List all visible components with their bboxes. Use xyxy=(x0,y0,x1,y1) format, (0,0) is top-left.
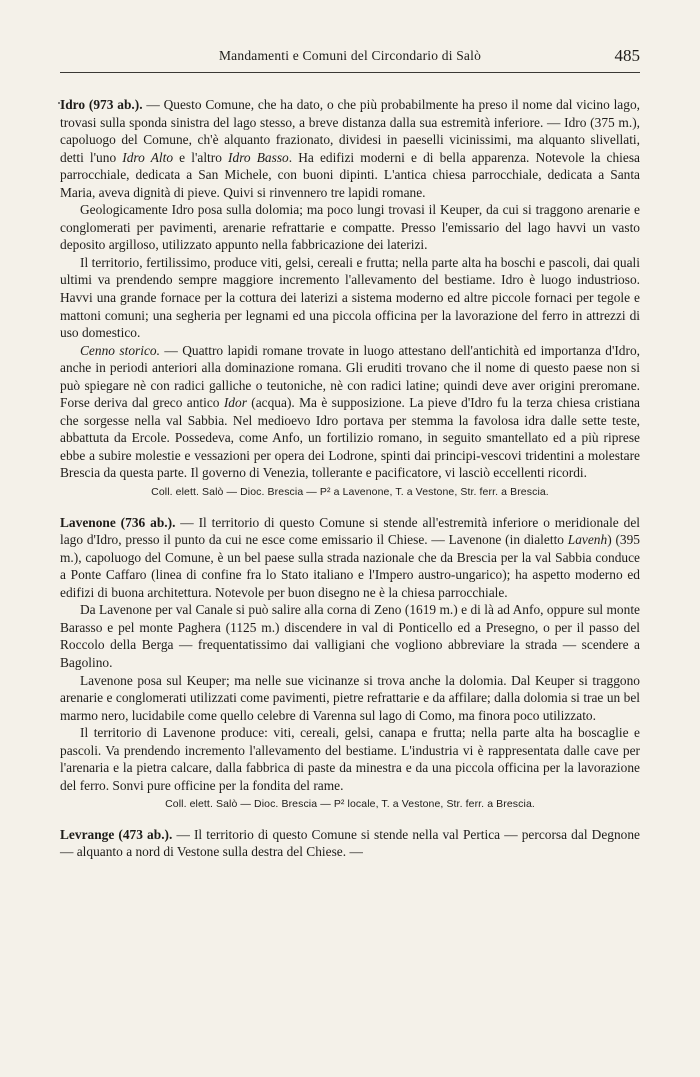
entry-headword: Levrange (473 ab.). xyxy=(60,826,173,842)
page-body xyxy=(60,96,640,873)
entry-idro xyxy=(60,96,640,502)
entry-headword: Idro (973 ab.). xyxy=(60,97,143,112)
paragraph: Cenno storico. — Quattro lapidi romane trovate in luogo attestano dell'antichità ed importanza d'Idro, anche in periodi anteriori alla dominazione romana. Gli eruditi trovano che il nome di questo paese non si può spiegare nè con radici galliche o teutoniche, nè con radici latine; quindi deve aver origini preromane. Forse deriva dal greco antico Idor (acqua). Ma è supposizione. La pieve d'Idro fu la terza chiesa cristiana che sorgesse nella val Sabbia. Nel medioevo Idro portava per stemma la favolosa idra dalle sette teste, abbattuta da Ercole. Possedeva, come Anfo, un fortilizio romano, in seguito smantellato ed a più riprese ebbe a subire molestie e vessazioni per opera dei Lodrone, spinti dai principi-vescovi tridentini a molestare Brescia da questa parte. Il governo di Venezia, tollerante e pacificatore, vi lasciò eccellenti ricordi. xyxy=(60,342,641,481)
place-name: Idro Alto xyxy=(122,149,174,165)
page-number: 485 xyxy=(614,46,640,65)
dialect-name: Lavenh xyxy=(567,532,608,548)
paragraph: Lavenone (736 ab.). — Il territorio di questo Comune si stende all'estremità inferiore o meridionale del lago d'Idro, presso il punto da cui ne esce come emissario il Chiese. — Lavenone (in dialetto Lavenh) (395 m.), capoluogo del Comune, è un bel paese sulla strada nazionale che da Brescia per la val Sabbia conduce a Ponte Caffaro (linea di confine fra lo Stato italiano e l'Impero austro-ungarico); ha aspetto moderno ed edifizi di buona architettura. Notevole per buon disegno ne è la chiesa parrocchiale. xyxy=(60,514,640,600)
entry-headword: Lavenone (736 ab.). xyxy=(60,514,176,530)
paragraph: Geologicamente Idro posa sulla dolomia; ma poco lungi trovasi il Keuper, da cui si traggono arenarie e conglomerati per pavimenti, arenarie refrattarie e compatte. Presso l'emissario del lago havvi un vasto deposito argilloso, utilizzato appunto nella fabbricazione dei laterizi. xyxy=(60,202,640,253)
running-head: Mandamenti e Comuni del Circondario di Salò xyxy=(218,48,482,63)
paragraph: Il territorio di Lavenone produce: viti, cereali, gelsi, canapa e frutta; nella parte alta ha boscaglie e pascoli. Va prendendo incremento l'allevamento del bestiame. L'industria vi è rappresentata dalle cave per l'arenaria e la pietra calcare, dalla fabbrica di paste da minestra e da una piccola officina per la lavorazione del ferro. Sonvi pure officine per la fondita del rame. xyxy=(60,725,640,793)
paragraph: Levrange (473 ab.). — Il territorio di questo Comune si stende nella val Pertica — percorsa dal Degnone — alquanto a nord di Vestone sulla destra del Chiese. — xyxy=(60,826,640,860)
page-header xyxy=(60,48,640,73)
entry-lavenone xyxy=(60,514,640,814)
paragraph: Il territorio, fertilissimo, produce viti, gelsi, cereali e frutta; nella parte alta ha boschi e pascoli, dai quali ultimi va prendendo sempre maggiore incremento l'allevamento del bestiame. Idro è luogo industrioso. Havvi una grande fornace per la cottura dei laterizi a sistema moderno ed altre piccole fornaci per tegole e mattoni comuni; una segheria per legnami ed una piccola officina per la lavorazione del ferro in attrezzi di uso domestico. xyxy=(60,254,640,341)
place-name: Idro Basso xyxy=(228,149,289,165)
entry-levrange xyxy=(60,826,640,861)
paragraph: Da Lavenone per val Canale si può salire alla corna di Zeno (1619 m.) e di là ad Anfo, oppure sul monte Barasso e pel monte Paghera (1125 m.) discendere in val di Ponticello ed a Presegno, o per il passo del Roccolo della Berga — frequentatissimo dai valligiani che vogliono abbreviare la strada — scendere a Bagolino. xyxy=(60,602,640,670)
section-heading: Cenno storico. xyxy=(80,342,160,358)
entry-note: Coll. elett. Salò — Dioc. Brescia — P² locale, T. a Vestone, Str. ferr. a Brescia. xyxy=(165,798,535,811)
entry-note: Coll. elett. Salò — Dioc. Brescia — P² a Lavenone, T. a Vestone, Str. ferr. a Brescia. xyxy=(151,486,549,499)
paragraph: Lavenone posa sul Keuper; ma nelle sue vicinanze si trova anche la dolomia. Dal Keuper si traggono arenarie e conglomerati utilizzati come pavimenti, pietre refrattarie e da affilare; dalla dolomia si trae un bel marmo nero, lucidabile come quello celebre di Varenna sul lago di Como, ma finora poco utilizzato. xyxy=(60,672,640,723)
foreign-term: Idor xyxy=(223,395,247,411)
paragraph: Idro (973 ab.). — Questo Comune, che ha dato, o che più probabilmente ha preso il nome dal vicino lago, trovasi sulla sponda sinistra del lago stesso, a breve distanza dalla sua estremità inferiore. — Idro (375 m.), capoluogo del Comune, ch'è alquanto frazionato, dividesi in paeselli vicinissimi, ma alquanto slivellati, detti l'uno Idro Alto e l'altro Idro Basso. Ha edifizi moderni e di bella apparenza. Notevole la chiesa parrocchiale, dedicata a San Michele, con buoni dipinti. L'antica chiesa parrocchiale, dedicata a Santa Maria, aveva dignità di pieve. Quivi si rinvennero tre lapidi romane. xyxy=(60,97,640,200)
